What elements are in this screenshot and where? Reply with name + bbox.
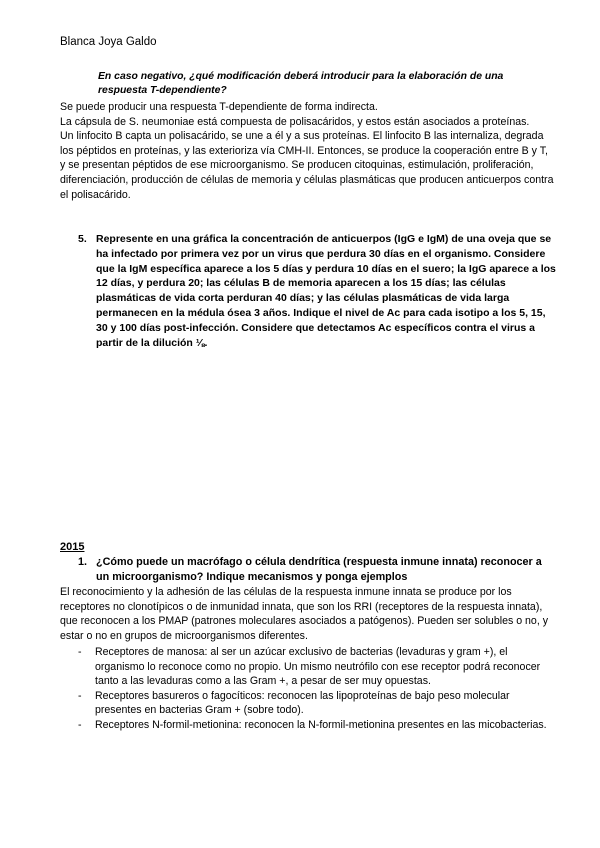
- question-5-number: 5.: [78, 233, 87, 245]
- question-5: [78, 232, 556, 350]
- question-5-text: Represente en una gráfica la concentración de anticuerpos (IgG e IgM) de una oveja que se ha infectado por primera vez por un virus que perdura 30 días en el organismo. Considere que la IgM específica aparece a los 5 días y perdura 10 días en el suero; la IgG aparece a los 12 días, y perdura 20; las células B de memoria aparecen a los 15 días; las células plasmáticas de vida corta perduran 40 días; y las células plasmáticas de vida larga permanecen en la médula ósea 3 años. Indique el nivel de Ac para cada isotipo a los 5, 15, 30 y 100 días post-infección. Considere que detectamos Ac específicos contra el virus a partir de la dilución ⅛.: [96, 233, 556, 349]
- answer-2-paragraph: El reconocimiento y la adhesión de las células de la respuesta inmune innata se produce por los receptores no clonotípicos o de inmunidad innata, que son los RRI (receptores de la respuesta innata), que reconocen a los PMAP (patrones moleculares asociados a patógenos). Pueden ser solubles o no, y estar o no en grupos de microorganismos diferentes.: [60, 586, 549, 642]
- list-item: [78, 645, 556, 689]
- bullet-dash: -: [78, 646, 82, 658]
- answer-2: [60, 585, 555, 643]
- question-1-text: ¿Cómo puede un macrófago o célula dendrítica (respuesta inmune innata) reconocer a un microorganismo? Indique mecanismos y ponga ejemplos: [96, 556, 542, 584]
- answer-1-paragraph: La cápsula de S. neumoniae está compuesta de polisacáridos, y estos están asociados a proteínas.: [60, 115, 530, 128]
- list-item: [78, 718, 556, 733]
- answer-1-paragraph: Un linfocito B capta un polisacárido, se une a él y a sus proteínas. El linfocito B las internaliza, degrada los péptidos en proteínas, y las exterioriza vía CMH-II. Entonces, se produce la cooperación entre B y T, y se presentan péptidos de ese microorganismo. Se producen citoquinas, estimulación, proliferación, diferenciación, producción de células de memoria y células plasmáticas que producen anticuerpos contra el polisacárido.: [60, 130, 554, 201]
- author-name: Blanca Joya Galdo: [60, 36, 157, 48]
- question-1-number: 1.: [78, 556, 88, 568]
- receptor-list: [78, 645, 556, 733]
- list-item: [78, 689, 556, 718]
- question-1: [78, 555, 556, 586]
- list-item-text: Receptores de manosa: al ser un azúcar exclusivo de bacterias (levaduras y gram +), el organismo lo reconoce como no propio. Un mismo neutrófilo con ese receptor podrá reconocer tanto a las levaduras como a las Gram +, a pesar de ser muy opuestas.: [95, 646, 541, 688]
- list-item-text: Receptores N-formil-metionina: reconocen la N-formil-metionina presentes en las micobacterias.: [95, 718, 547, 731]
- question-italic: En caso negativo, ¿qué modificación deberá introducir para la elaboración de una respuesta T-dependiente?: [98, 71, 504, 97]
- list-item-text: Receptores basureros o fagocíticos: reconocen las lipoproteínas de bajo peso molecular presentes en bacterias Gram + (sobre todo).: [95, 689, 510, 717]
- answer-1: [60, 100, 555, 202]
- section-year: 2015: [60, 541, 85, 553]
- answer-1-paragraph: Se puede producir una respuesta T-dependiente de forma indirecta.: [60, 101, 378, 113]
- bullet-dash: -: [78, 718, 82, 731]
- bullet-dash: -: [78, 689, 82, 702]
